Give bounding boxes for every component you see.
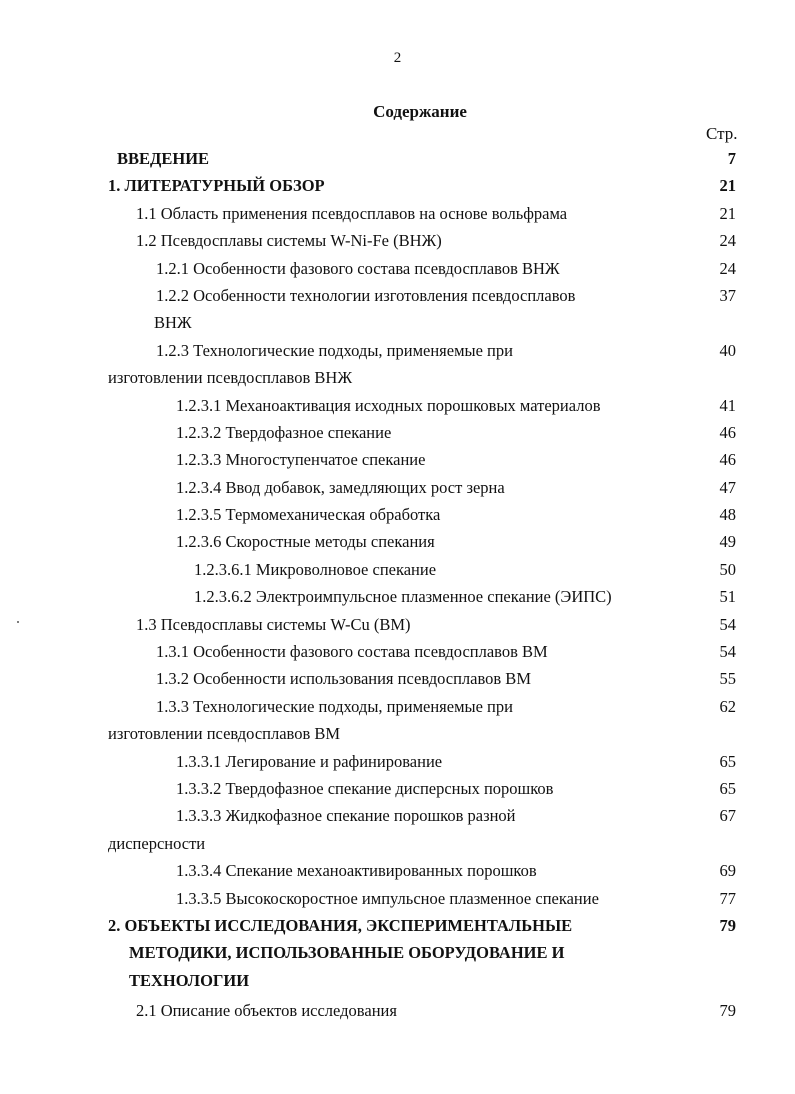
toc-entry xyxy=(0,419,795,446)
toc-entry xyxy=(0,638,795,665)
toc-entry-text: 1.2.3.2 Твердофазное спекание xyxy=(176,422,392,442)
toc-entry-text: МЕТОДИКИ, ИСПОЛЬЗОВАННЫЕ ОБОРУДОВАНИЕ И xyxy=(129,943,565,963)
toc-entry xyxy=(0,227,795,254)
toc-entry-text: 1. ЛИТЕРАТУРНЫЙ ОБЗОР xyxy=(108,176,325,196)
toc-entry xyxy=(0,693,795,720)
toc-entry-text: дисперсности xyxy=(108,833,206,853)
toc-entry-page: 55 xyxy=(719,669,736,689)
toc-entry-text: 1.3.2 Особенности использования псевдосплавов ВМ xyxy=(156,669,531,689)
toc-entry-page: 50 xyxy=(719,559,736,579)
toc-entry-text: 1.3.1 Особенности фазового состава псевдосплавов ВМ xyxy=(156,642,548,662)
toc-entry-text: 1.3.3.2 Твердофазное спекание дисперсных порошков xyxy=(176,778,554,798)
toc-entry-page: 21 xyxy=(719,203,736,223)
toc-entry-page: 62 xyxy=(719,696,736,716)
toc-entry-text: 1.2.3 Технологические подходы, применяемые при xyxy=(156,340,513,360)
toc-entry-continuation xyxy=(0,830,795,857)
toc-entry-page: 7 xyxy=(727,149,736,168)
toc-entry-page: 24 xyxy=(719,258,736,278)
toc-entry-page: 79 xyxy=(719,915,736,935)
toc-entry-text: 1.3 Псевдосплавы системы W-Cu (ВМ) xyxy=(136,614,411,634)
toc-entry-text: 1.3.3.5 Высокоскоростное импульсное плазменное спекание xyxy=(176,888,599,908)
toc-entry xyxy=(0,282,795,309)
toc-entry xyxy=(0,145,795,172)
toc-entry-page: 54 xyxy=(719,614,736,634)
toc-entry xyxy=(0,748,795,775)
toc-entry-continuation xyxy=(0,720,795,747)
toc-entry-text: 1.3.3.1 Легирование и рафинирование xyxy=(176,751,443,771)
toc-entry xyxy=(0,446,795,473)
toc-entry-text: 2. ОБЪЕКТЫ ИССЛЕДОВАНИЯ, ЭКСПЕРИМЕНТАЛЬНЫЕ xyxy=(108,915,573,935)
toc-entry-page: 51 xyxy=(719,587,736,607)
toc-entry xyxy=(0,583,795,610)
toc-entry-page: 54 xyxy=(719,642,736,662)
toc-entry-text: 1.2.3.6.1 Микроволновое спекание xyxy=(194,559,437,579)
toc-entry-text: изготовлении псевдосплавов ВНЖ xyxy=(108,368,353,388)
toc-entry-page: 21 xyxy=(719,176,736,196)
toc-entry-text: 1.3.3.3 Жидкофазное спекание порошков разной xyxy=(176,806,516,826)
toc-entry-page: 24 xyxy=(719,231,736,251)
toc-entry-page: 65 xyxy=(719,778,736,798)
toc-entry-text: ТЕХНОЛОГИИ xyxy=(129,970,250,990)
toc-entry-text: 1.2.3.3 Многоступенчатое спекание xyxy=(176,450,426,470)
toc-entry-text: 1.2.3.4 Ввод добавок, замедляющих рост зерна xyxy=(176,477,505,497)
toc-entry xyxy=(0,528,795,555)
toc-entry-text: 2.1 Описание объектов исследования xyxy=(136,1001,397,1021)
toc-entry xyxy=(0,665,795,692)
toc-entry-text: 1.1 Область применения псевдосплавов на основе вольфрама xyxy=(136,203,568,223)
page-column-header: Стр. xyxy=(706,124,738,143)
toc-entry-page: 77 xyxy=(719,888,736,908)
toc-entry-page: 67 xyxy=(719,806,736,826)
toc-entry xyxy=(0,556,795,583)
toc-entry xyxy=(0,912,795,939)
toc-entry-text: 1.2.3.6.2 Электроимпульсное плазменное спекание (ЭИПС) xyxy=(194,587,612,607)
toc-entry-text: 1.3.3.4 Спекание механоактивированных порошков xyxy=(176,861,537,881)
toc-entry xyxy=(0,200,795,227)
table-of-contents xyxy=(0,145,795,1025)
toc-entry xyxy=(0,255,795,282)
toc-entry xyxy=(0,392,795,419)
toc-entry-text: изготовлении псевдосплавов ВМ xyxy=(108,724,341,744)
page-number: 2 xyxy=(393,50,402,66)
toc-entry-page: 47 xyxy=(719,477,736,497)
toc-entry xyxy=(0,611,795,638)
toc-entry-continuation xyxy=(0,309,795,336)
toc-entry xyxy=(0,337,795,364)
toc-entry-text: 1.2.1 Особенности фазового состава псевдосплавов ВНЖ xyxy=(156,258,560,278)
toc-entry-page: 79 xyxy=(719,1001,736,1021)
toc-entry-page: 37 xyxy=(719,285,736,305)
toc-entry-page: 49 xyxy=(719,532,736,552)
toc-entry xyxy=(0,857,795,884)
toc-entry-page: 46 xyxy=(719,450,736,470)
toc-entry-page: 69 xyxy=(719,861,736,881)
toc-entry-text: 1.2.2 Особенности технологии изготовления псевдосплавов xyxy=(156,285,576,305)
page-title: Содержание xyxy=(373,102,467,121)
toc-entry-text: ВНЖ xyxy=(154,313,192,333)
toc-entry xyxy=(0,474,795,501)
toc-entry xyxy=(0,885,795,912)
toc-entry-text: ВВЕДЕНИЕ xyxy=(117,149,210,168)
toc-entry-page: 41 xyxy=(719,395,736,415)
toc-entry xyxy=(0,501,795,528)
toc-entry-continuation xyxy=(0,967,795,994)
toc-entry-text: 1.2.3.5 Термомеханическая обработка xyxy=(176,505,441,525)
toc-entry-page: 46 xyxy=(719,422,736,442)
scan-speck xyxy=(17,621,19,623)
toc-entry-text: 1.2 Псевдосплавы системы W-Ni-Fe (ВНЖ) xyxy=(136,231,442,251)
toc-entry-page: 40 xyxy=(719,340,736,360)
toc-entry xyxy=(0,775,795,802)
toc-entry-text: 1.3.3 Технологические подходы, применяемые при xyxy=(156,696,513,716)
toc-entry-text: 1.2.3.1 Механоактивация исходных порошковых материалов xyxy=(176,395,601,415)
toc-entry-page: 65 xyxy=(719,751,736,771)
toc-entry xyxy=(0,802,795,829)
toc-entry xyxy=(0,997,795,1024)
toc-entry xyxy=(0,172,795,199)
toc-entry-text: 1.2.3.6 Скоростные методы спекания xyxy=(176,532,435,552)
toc-entry-page: 48 xyxy=(719,505,736,525)
toc-entry-continuation xyxy=(0,364,795,391)
toc-entry-continuation xyxy=(0,939,795,966)
